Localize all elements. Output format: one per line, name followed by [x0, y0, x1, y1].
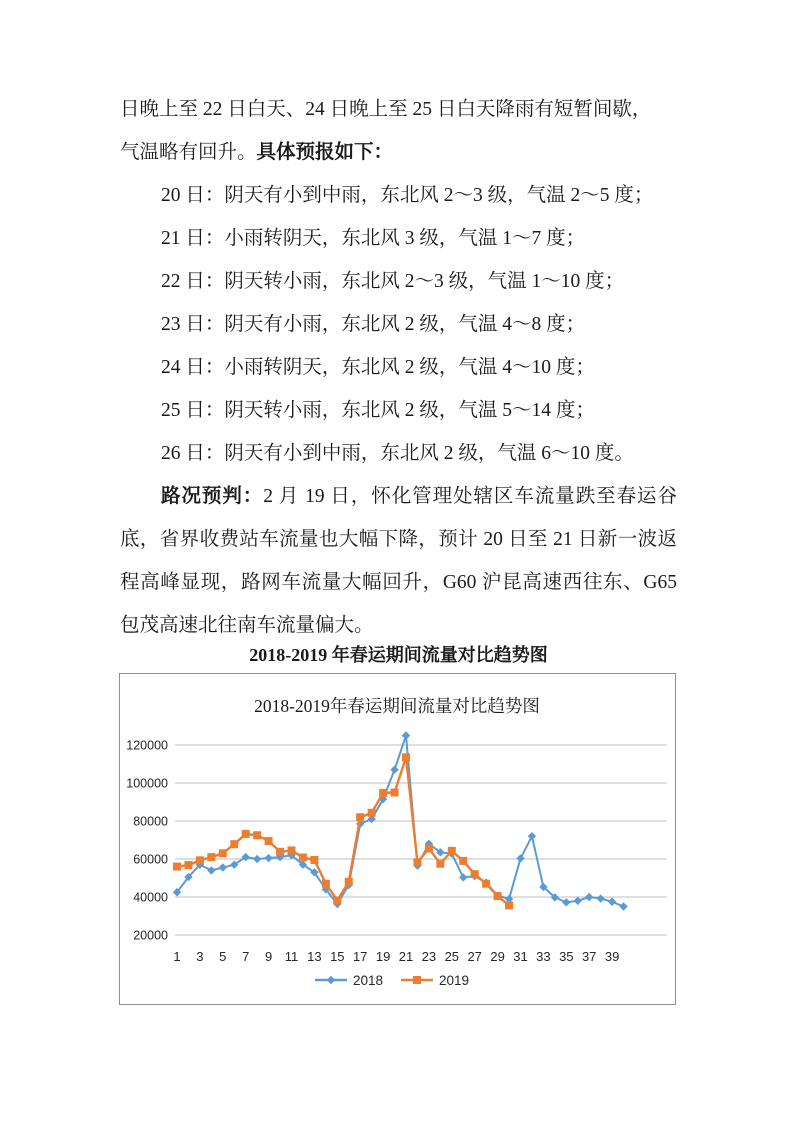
- data-point-square: [230, 840, 238, 848]
- data-point-square: [482, 880, 490, 888]
- x-axis-tick-label: 31: [513, 949, 528, 964]
- road-forecast-paragraph: [120, 475, 677, 647]
- data-point-square: [345, 878, 353, 886]
- x-axis-tick-label: 35: [559, 949, 574, 964]
- x-axis-tick-label: 17: [352, 949, 368, 964]
- data-point-square: [288, 846, 296, 854]
- data-point-square: [368, 809, 376, 817]
- x-axis-tick-label: 39: [604, 949, 620, 964]
- data-point-square: [436, 860, 444, 868]
- x-axis-tick-label: 19: [375, 949, 391, 964]
- x-axis-tick-label: 27: [467, 949, 482, 964]
- forecast-line: 22 日：阴天转小雨，东北风 2～3 级，气温 1～10 度；: [161, 271, 625, 292]
- chart-caption: 2018-2019 年春运期间流量对比趋势图: [249, 645, 548, 665]
- series-2019-line: [177, 757, 509, 905]
- legend-label: 2018: [353, 973, 384, 988]
- data-point-square: [242, 830, 250, 838]
- data-point-diamond: [619, 902, 627, 910]
- data-point-diamond: [585, 893, 593, 901]
- legend: [315, 973, 469, 988]
- data-point-diamond: [207, 866, 215, 874]
- data-point-square: [413, 976, 421, 984]
- data-point-diamond: [402, 731, 410, 739]
- forecast-line: 25 日：阴天转小雨，东北风 2 级，气温 5～14 度；: [161, 400, 595, 421]
- x-axis-tick-label: 9: [264, 949, 273, 964]
- x-axis-tick-label: 13: [307, 949, 322, 964]
- forecast-line: 24 日：小雨转阴天，东北风 2 级，气温 4～10 度；: [161, 357, 595, 378]
- road-forecast-text: 2 月 19 日，怀化管理处辖区车流量跌至春运谷底，省界收费站车流量也大幅下降，预计 20 日至 21 日新一波返程高峰显现，路网车流量大幅回升，G60 沪昆高速西往东、G65 包茂高速北往南车流量偏大。: [120, 486, 677, 636]
- data-point-square: [276, 848, 284, 856]
- x-axis-tick-label: 1: [173, 949, 181, 964]
- data-point-square: [310, 856, 318, 864]
- data-point-square: [253, 831, 261, 839]
- x-axis-tick-label: 33: [536, 949, 551, 964]
- data-point-square: [196, 856, 204, 864]
- data-point-diamond: [327, 976, 335, 984]
- intro-bold-lead: 具体预报如下：: [256, 142, 394, 163]
- x-axis-tick-label: 3: [196, 949, 204, 964]
- intro-line-1: 日晚上至 22 日白天、24 日晚上至 25 日白天降雨有短暂间歇，: [120, 99, 652, 120]
- chart-title: 2018-2019年春运期间流量对比趋势图: [254, 696, 540, 716]
- data-point-square: [265, 837, 273, 845]
- y-axis-tick-label: 40000: [133, 890, 168, 905]
- data-point-diamond: [253, 855, 261, 863]
- y-axis-tick-label: 120000: [126, 738, 168, 753]
- data-point-square: [425, 845, 433, 853]
- x-axis-tick-label: 15: [330, 949, 345, 964]
- data-point-square: [184, 861, 192, 869]
- data-point-diamond: [516, 854, 524, 862]
- data-point-square: [333, 896, 341, 904]
- data-point-square: [471, 870, 479, 878]
- chart-canvas: [120, 674, 675, 1004]
- data-point-square: [219, 849, 227, 857]
- series-2019: [173, 753, 513, 909]
- x-axis-tick-label: 21: [398, 949, 414, 964]
- data-point-square: [459, 857, 467, 865]
- data-point-square: [402, 753, 410, 761]
- data-point-square: [207, 853, 215, 861]
- x-axis-tick-label: 37: [581, 949, 597, 964]
- legend-label: 2019: [439, 973, 470, 988]
- data-point-square: [356, 813, 364, 821]
- data-point-diamond: [264, 854, 272, 862]
- x-axis-tick-label: 25: [444, 949, 460, 964]
- data-point-diamond: [390, 766, 398, 774]
- data-point-diamond: [528, 832, 536, 840]
- data-point-diamond: [219, 863, 227, 871]
- y-axis-tick-label: 100000: [126, 776, 168, 791]
- data-point-square: [448, 847, 456, 855]
- y-axis-tick-label: 20000: [133, 928, 168, 943]
- y-axis-tick-label: 80000: [133, 814, 168, 829]
- data-point-diamond: [574, 897, 582, 905]
- data-point-square: [322, 880, 330, 888]
- intro-paragraph: [120, 88, 677, 174]
- data-point-diamond: [459, 873, 467, 881]
- forecast-line: 21 日：小雨转阴天，东北风 3 级，气温 1～7 度；: [161, 228, 586, 249]
- x-axis-tick-label: 5: [219, 949, 227, 964]
- data-point-square: [379, 789, 387, 797]
- traffic-trend-chart: [119, 673, 676, 1005]
- data-point-diamond: [596, 894, 604, 902]
- data-point-square: [505, 901, 513, 909]
- data-point-diamond: [562, 898, 570, 906]
- forecast-line: 23 日：阴天有小雨，东北风 2 级，气温 4～8 度；: [161, 314, 586, 335]
- forecast-line: 26 日：阴天有小到中雨，东北风 2 级，气温 6～10 度。: [161, 443, 634, 464]
- y-axis-tick-label: 60000: [133, 852, 168, 867]
- road-forecast-label: 路况预判：: [161, 486, 264, 507]
- data-point-square: [173, 863, 181, 871]
- x-axis-tick-label: 7: [242, 949, 250, 964]
- x-axis-tick-label: 11: [284, 949, 299, 964]
- forecast-line: 20 日：阴天有小到中雨，东北风 2～3 级，气温 2～5 度；: [161, 185, 654, 206]
- x-axis-tick-label: 29: [490, 949, 505, 964]
- x-axis-tick-label: 23: [421, 949, 437, 964]
- data-point-diamond: [608, 898, 616, 906]
- data-point-square: [494, 892, 502, 900]
- data-point-square: [413, 858, 421, 866]
- data-point-square: [299, 853, 307, 861]
- data-point-square: [391, 789, 399, 797]
- intro-line-2: 气温略有回升。: [120, 142, 257, 163]
- forecast-list: [120, 174, 677, 475]
